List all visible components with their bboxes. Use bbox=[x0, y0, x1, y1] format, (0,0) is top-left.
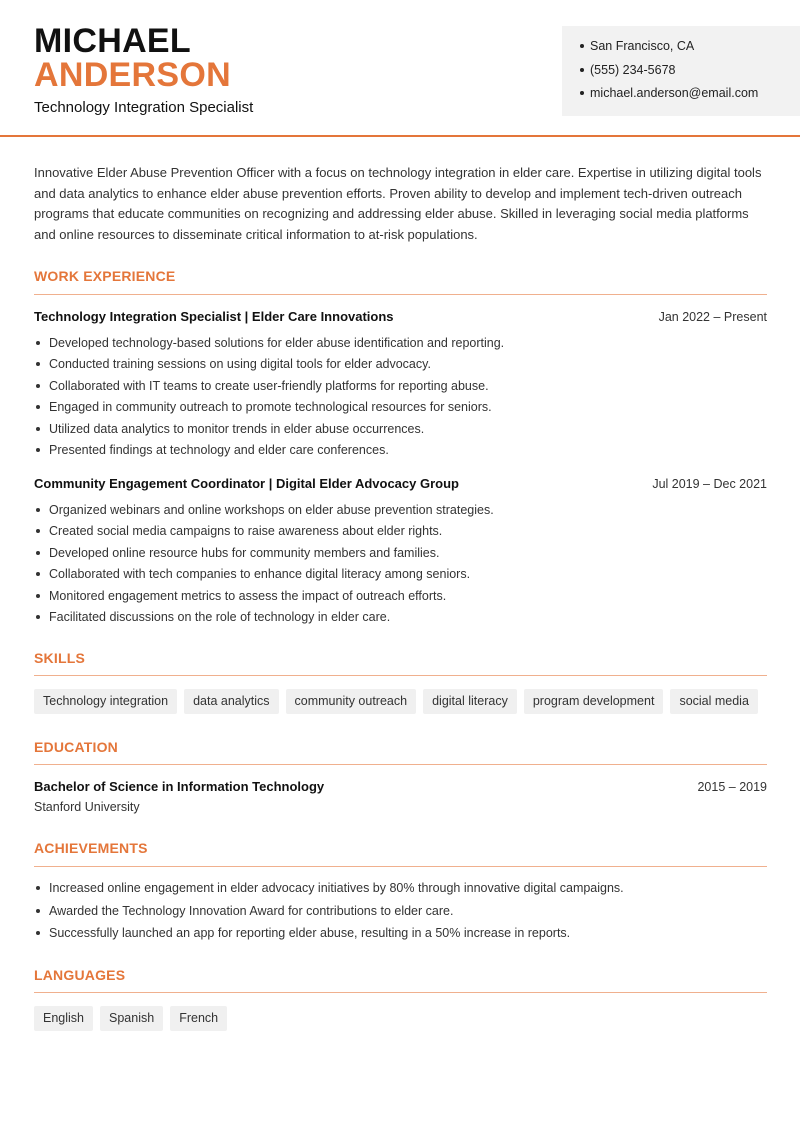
list-item bbox=[34, 545, 767, 566]
professional-summary: Innovative Elder Abuse Prevention Officer with a focus on technology integration in elder care. Expertise in utilizing digital tools and data analytics to enhance elder abuse prevention efforts. Proven ability to develop and implement tech-driven outreach programs that educate communities on recognizing and addressing elder abuse. Skilled in leveraging social media platforms and online resources to disseminate critical information to at-risk populations. bbox=[34, 165, 762, 243]
list-item bbox=[34, 880, 767, 903]
job-bullets bbox=[34, 502, 767, 630]
bullet-icon bbox=[36, 362, 40, 366]
section-title-work: WORK EXPERIENCE bbox=[34, 268, 176, 284]
bullet-icon bbox=[36, 508, 40, 512]
list-item-text: Collaborated with IT teams to create user-friendly platforms for reporting abuse. bbox=[49, 378, 489, 393]
contact-location-text: San Francisco, CA bbox=[590, 39, 695, 53]
last-name: ANDERSON bbox=[34, 56, 231, 94]
job-header bbox=[34, 476, 767, 491]
list-item bbox=[34, 421, 767, 442]
job-title: Community Engagement Coordinator | Digital Elder Advocacy Group bbox=[34, 476, 459, 491]
list-item bbox=[34, 609, 767, 630]
list-item bbox=[34, 566, 767, 587]
section-title-skills: SKILLS bbox=[34, 650, 85, 666]
education-dates: 2015 – 2019 bbox=[697, 780, 767, 794]
contact-panel bbox=[562, 26, 800, 116]
achievement-bullets bbox=[34, 880, 767, 948]
school-name: Stanford University bbox=[34, 800, 140, 814]
bullet-icon bbox=[36, 529, 40, 533]
language-tags bbox=[34, 1006, 227, 1031]
skill-tag: social media bbox=[670, 689, 757, 714]
contact-email bbox=[580, 85, 800, 109]
headline-title: Technology Integration Specialist bbox=[34, 99, 254, 116]
section-divider bbox=[34, 992, 767, 993]
section-title-achievements: ACHIEVEMENTS bbox=[34, 840, 148, 856]
bullet-icon bbox=[36, 594, 40, 598]
list-item bbox=[34, 523, 767, 544]
skill-tag: data analytics bbox=[184, 689, 278, 714]
section-divider bbox=[34, 866, 767, 867]
skill-tag: program development bbox=[524, 689, 664, 714]
list-item-text: Conducted training sessions on using digital tools for elder advocacy. bbox=[49, 357, 431, 372]
contact-location bbox=[580, 38, 800, 62]
list-item bbox=[34, 335, 767, 356]
bullet-icon bbox=[36, 427, 40, 431]
list-item-text: Organized webinars and online workshops on elder abuse prevention strategies. bbox=[49, 503, 494, 517]
contact-phone-text: (555) 234-5678 bbox=[590, 62, 676, 77]
job-dates: Jan 2022 – Present bbox=[658, 310, 767, 324]
list-item-text: Engaged in community outreach to promote technological resources for seniors. bbox=[49, 400, 492, 415]
resume-header bbox=[0, 0, 800, 137]
list-item-text: Successfully launched an app for reporting elder abuse, resulting in a 50% increase in reports. bbox=[49, 926, 571, 940]
job-header bbox=[34, 309, 767, 324]
list-item-text: Developed technology-based solutions for elder abuse identification and reporting. bbox=[49, 336, 505, 350]
job-title: Technology Integration Specialist | Elder Care Innovations bbox=[34, 309, 394, 324]
list-item-text: Developed online resource hubs for community members and families. bbox=[49, 545, 440, 560]
list-item bbox=[34, 442, 767, 463]
language-tag: Spanish bbox=[100, 1006, 163, 1031]
list-item bbox=[34, 588, 767, 609]
list-item bbox=[34, 356, 767, 377]
list-item-text: Collaborated with tech companies to enhance digital literacy among seniors. bbox=[49, 567, 471, 582]
skill-tag: community outreach bbox=[286, 689, 417, 714]
bullet-icon bbox=[36, 551, 40, 555]
list-item bbox=[34, 903, 767, 926]
section-divider bbox=[34, 675, 767, 676]
degree: Bachelor of Science in Information Technology bbox=[34, 779, 325, 794]
language-tag: French bbox=[170, 1006, 227, 1031]
bullet-icon bbox=[36, 931, 40, 935]
bullet-icon bbox=[36, 384, 40, 388]
job-dates: Jul 2019 – Dec 2021 bbox=[652, 477, 767, 491]
bullet-icon bbox=[36, 615, 40, 619]
bullet-icon bbox=[36, 341, 40, 345]
bullet-icon bbox=[580, 44, 584, 48]
list-item-text: Increased online engagement in elder advocacy initiatives by 80% through innovative digital campaigns. bbox=[49, 881, 624, 895]
bullet-icon bbox=[36, 572, 40, 576]
list-item-text: Monitored engagement metrics to assess the impact of outreach efforts. bbox=[49, 588, 447, 603]
list-item bbox=[34, 399, 767, 420]
job-bullets bbox=[34, 335, 767, 463]
skills-tags bbox=[34, 689, 758, 714]
contact-phone bbox=[580, 62, 800, 86]
bullet-icon bbox=[36, 886, 40, 890]
list-item-text: Facilitated discussions on the role of technology in elder care. bbox=[49, 609, 391, 624]
section-divider bbox=[34, 294, 767, 295]
section-divider bbox=[34, 764, 767, 765]
list-item-text: Awarded the Technology Innovation Award for contributions to elder care. bbox=[49, 903, 454, 918]
list-item-text: Utilized data analytics to monitor trends in elder abuse occurrences. bbox=[49, 421, 425, 436]
skill-tag: digital literacy bbox=[423, 689, 517, 714]
skill-tag: Technology integration bbox=[34, 689, 177, 714]
bullet-icon bbox=[36, 448, 40, 452]
bullet-icon bbox=[580, 68, 584, 72]
contact-email-text: michael.anderson@email.com bbox=[590, 86, 759, 100]
list-item-text: Created social media campaigns to raise awareness about elder rights. bbox=[49, 524, 443, 539]
list-item bbox=[34, 378, 767, 399]
bullet-icon bbox=[36, 405, 40, 409]
section-title-education: EDUCATION bbox=[34, 739, 118, 755]
bullet-icon bbox=[580, 91, 584, 95]
education-header bbox=[34, 779, 767, 794]
language-tag: English bbox=[34, 1006, 93, 1031]
list-item bbox=[34, 502, 767, 523]
list-item-text: Presented findings at technology and elder care conferences. bbox=[49, 442, 389, 457]
first-name: MICHAEL bbox=[34, 22, 191, 60]
section-title-languages: LANGUAGES bbox=[34, 967, 126, 983]
list-item bbox=[34, 925, 767, 948]
bullet-icon bbox=[36, 909, 40, 913]
